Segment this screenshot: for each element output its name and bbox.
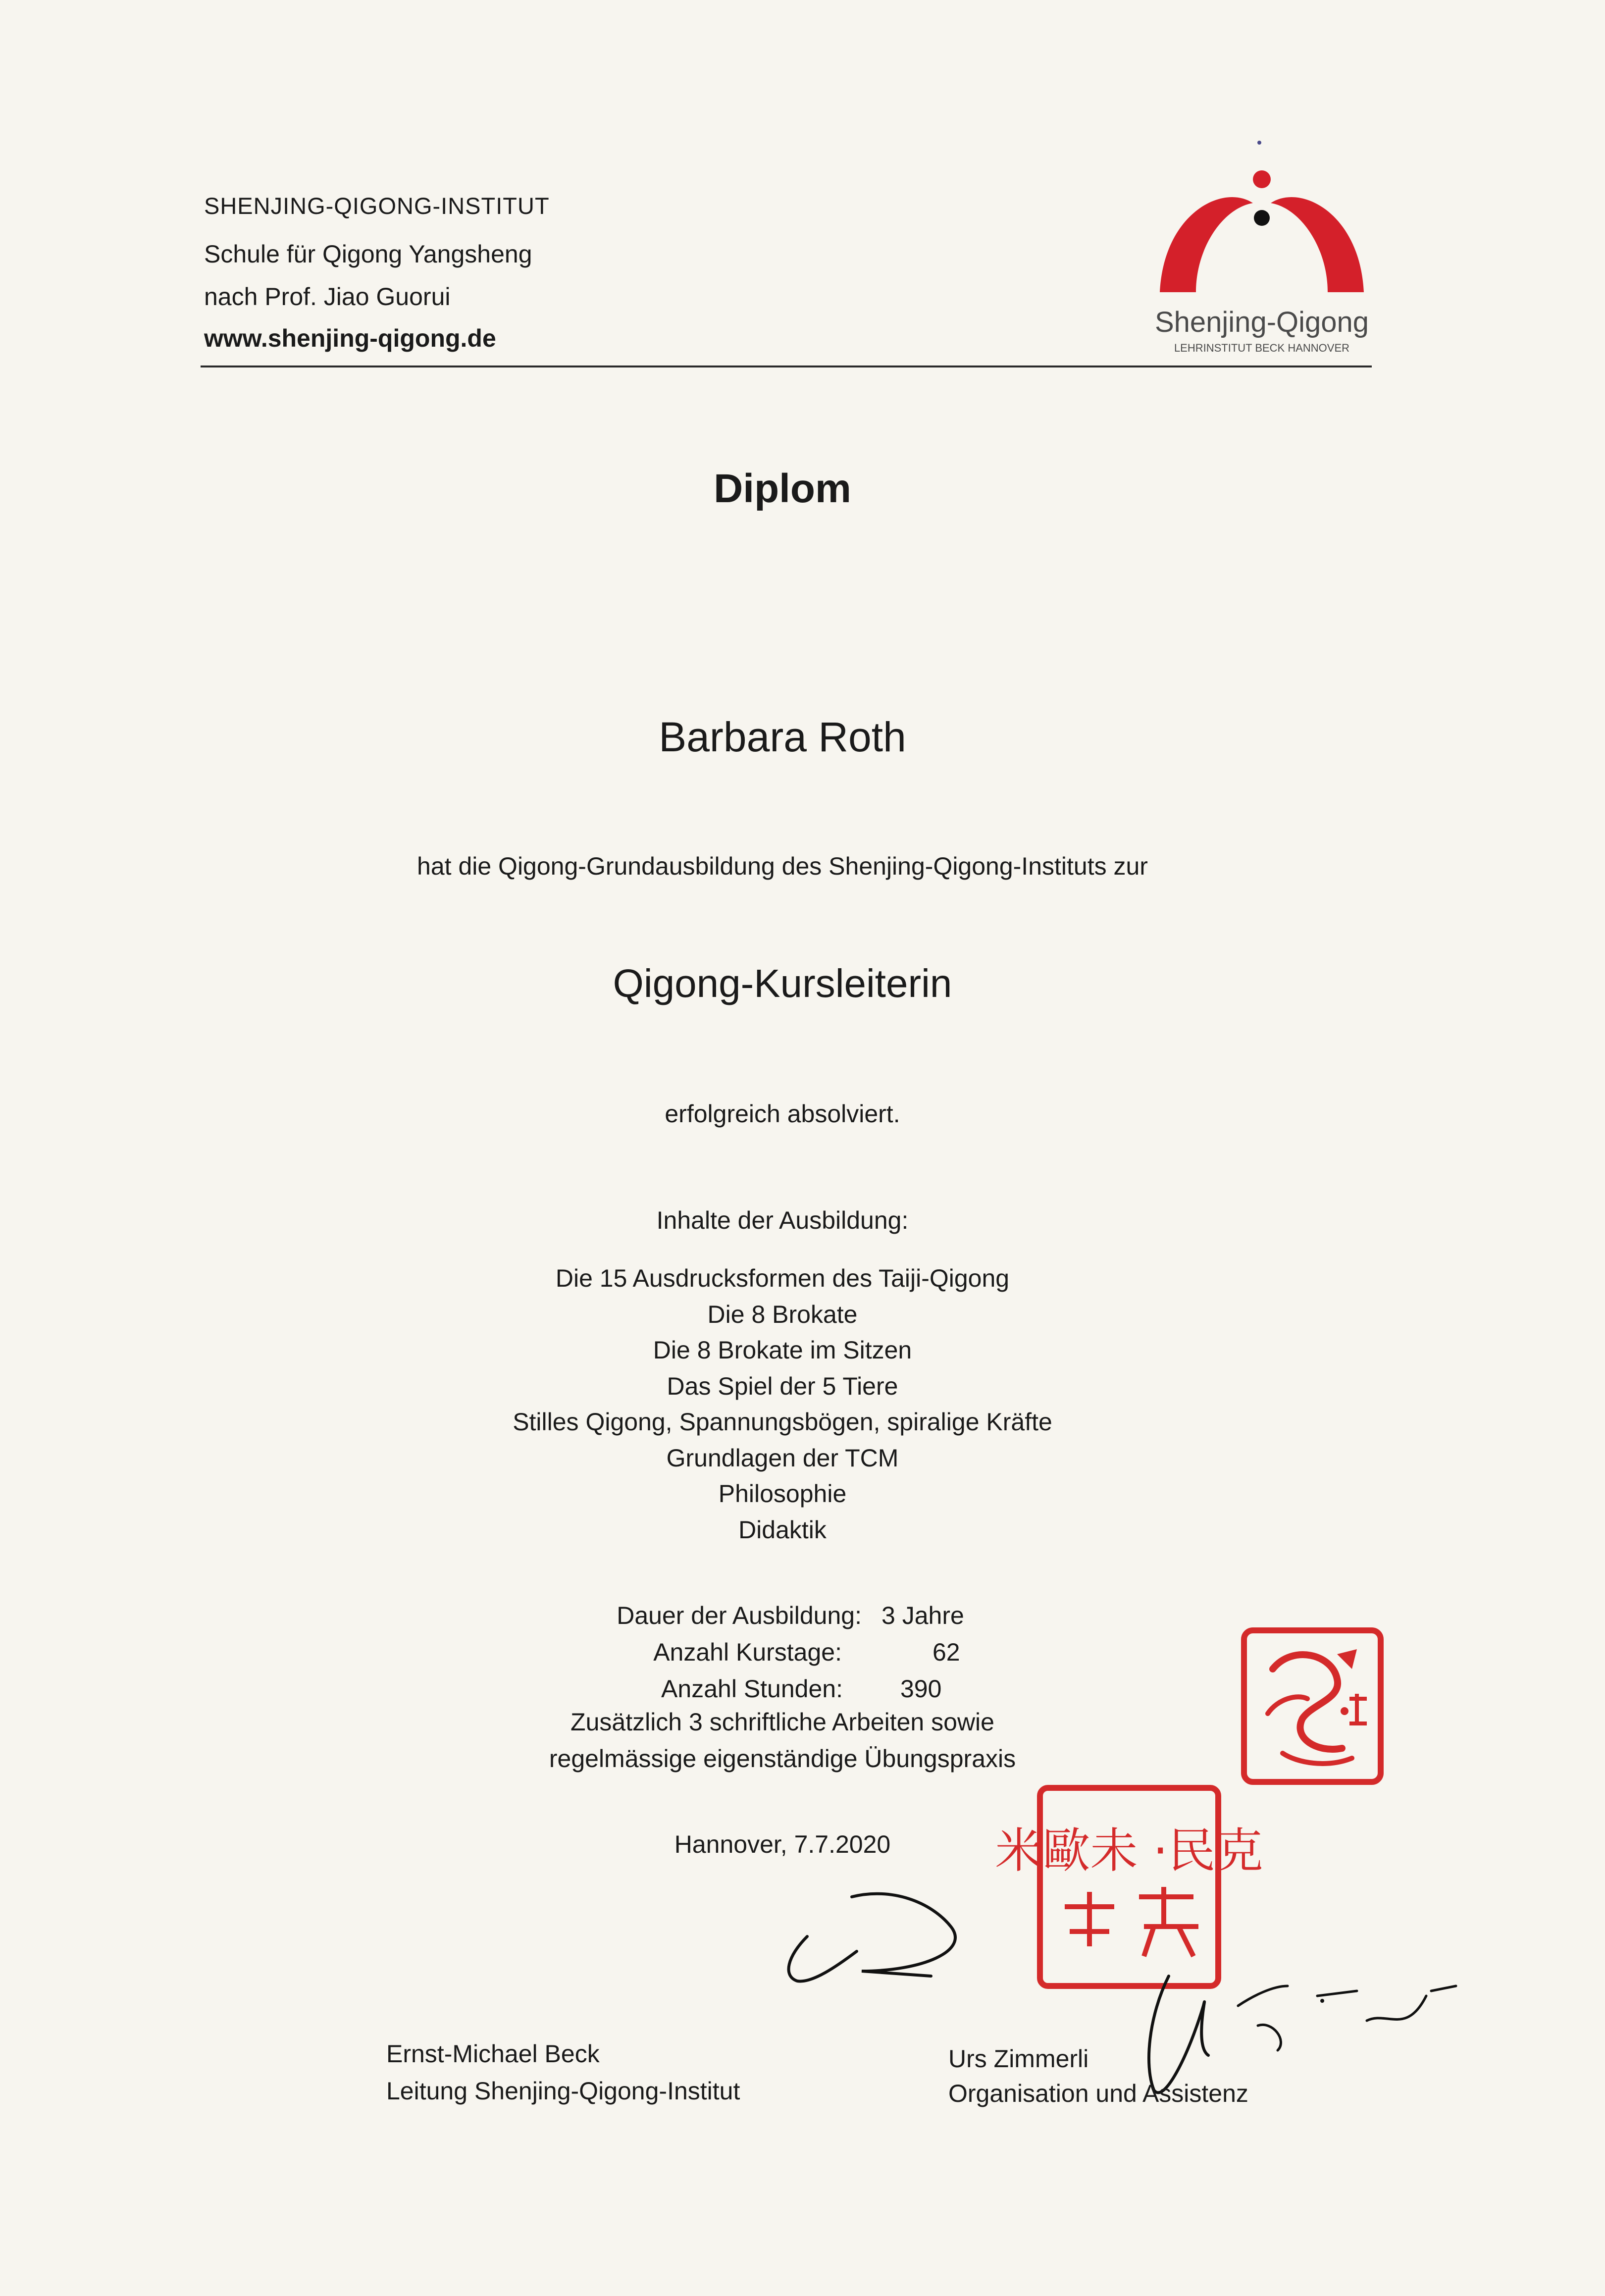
contents-heading: Inhalte der Ausbildung:: [656, 1206, 909, 1234]
signatory-name: Urs Zimmerli: [948, 2045, 1089, 2073]
duration-label: Dauer der Ausbildung:: [617, 1602, 862, 1629]
intro-text: hat die Qigong-Grundausbildung des Shenjing-Qigong-Instituts zur: [417, 852, 1148, 880]
requirement-line: Zusätzlich 3 schriftliche Arbeiten sowie: [570, 1708, 994, 1736]
institute-subtitle: Schule für Qigong Yangsheng: [204, 240, 532, 268]
shenjing-logo: [1149, 134, 1377, 362]
institute-name: SHENJING-QIGONG-INSTITUT: [204, 193, 550, 219]
diploma-title: Diplom: [714, 466, 851, 511]
signatory-name: Ernst-Michael Beck: [386, 2040, 600, 2068]
course-days-label: Anzahl Kurstage:: [653, 1638, 842, 1666]
list-item: Die 15 Ausdrucksformen des Taiji-Qigong: [555, 1264, 1010, 1292]
institute-subtitle-2: nach Prof. Jiao Guorui: [204, 283, 451, 311]
list-item: Stilles Qigong, Spannungsbögen, spiralige Kräfte: [513, 1408, 1052, 1436]
hours-label: Anzahl Stunden:: [661, 1675, 843, 1703]
logo-name: Shenjing-Qigong: [1154, 306, 1369, 338]
duration-value: 3 Jahre: [881, 1602, 964, 1629]
list-item: Didaktik: [738, 1515, 827, 1544]
recipient-name: Barbara Roth: [659, 714, 906, 760]
course-days-value: 62: [932, 1638, 960, 1666]
contents-list: [0, 1260, 1565, 1548]
signatory-role: Leitung Shenjing-Qigong-Institut: [386, 2077, 740, 2105]
requirement-line: regelmässige eigenständige Übungspraxis: [549, 1745, 1016, 1773]
seal-text: 米歐未 ·民克: [995, 1823, 1263, 1879]
header-divider: [201, 365, 1372, 367]
list-item: Philosophie: [718, 1480, 847, 1508]
logo-subtitle: LEHRINSTITUT BECK HANNOVER: [1174, 342, 1350, 354]
completion-text: erfolgreich absolviert.: [665, 1100, 900, 1128]
list-item: Das Spiel der 5 Tiere: [667, 1372, 898, 1400]
signatory-role: Organisation und Assistenz: [948, 2080, 1248, 2107]
list-item: Die 8 Brokate im Sitzen: [653, 1336, 912, 1364]
place-date: Hannover, 7.7.2020: [674, 1830, 891, 1858]
list-item: Grundlagen der TCM: [666, 1444, 899, 1472]
list-item: Die 8 Brokate: [707, 1300, 858, 1328]
dragon-seal: [1238, 1624, 1387, 1788]
institute-website: www.shenjing-qigong.de: [204, 324, 496, 352]
qualification: Qigong-Kursleiterin: [613, 961, 952, 1005]
signature-beck: [773, 1877, 981, 2006]
hours-value: 390: [900, 1675, 942, 1703]
